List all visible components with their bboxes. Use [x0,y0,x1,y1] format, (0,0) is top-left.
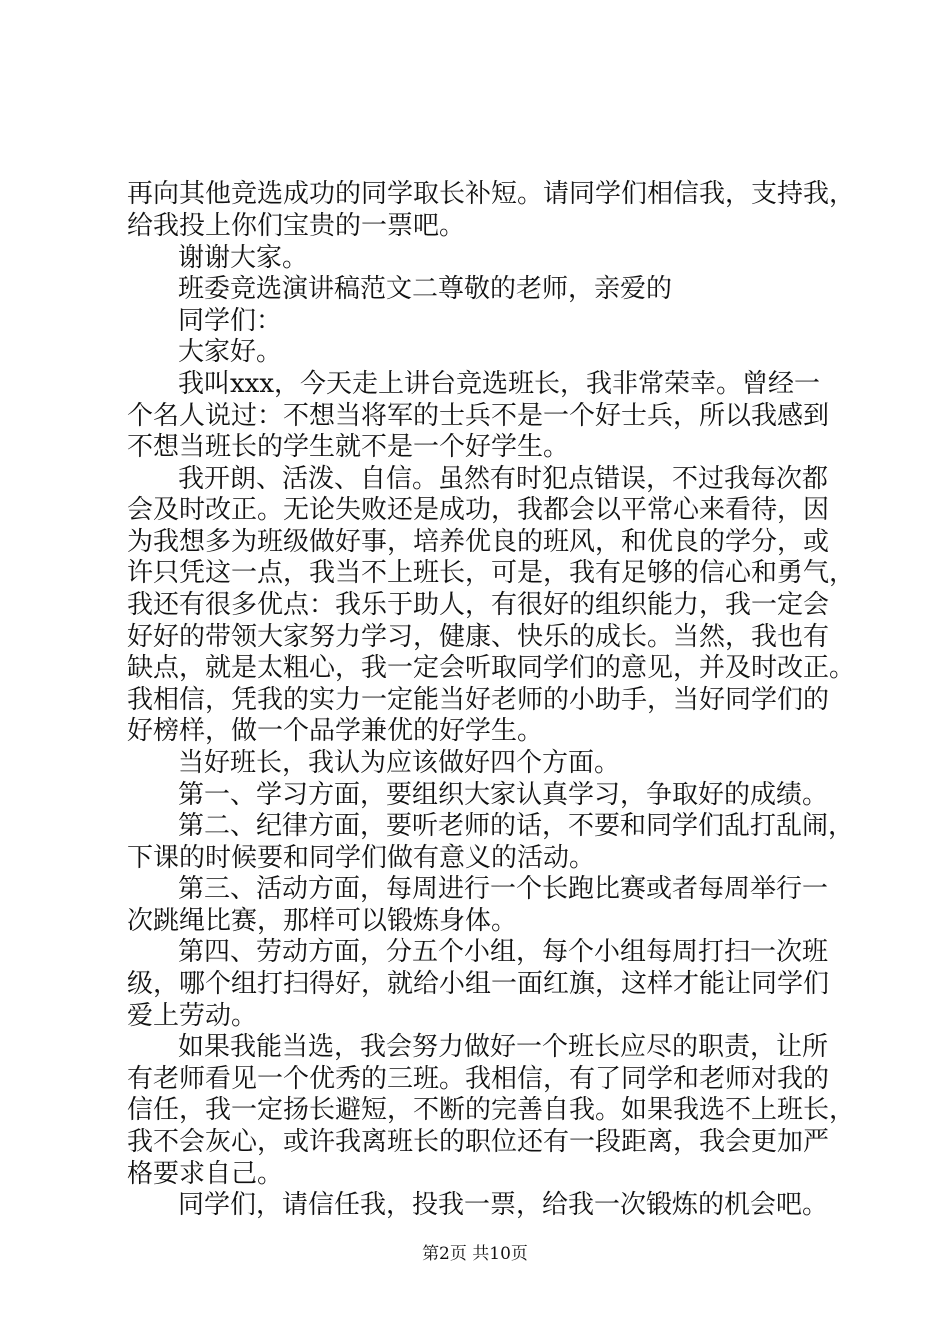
text-line: 我相信，凭我的实力一定能当好老师的小助手，当好同学们的 [127,685,830,715]
text-line: 不想当班长的学生就不是一个好学生。 [127,432,570,462]
text-line: 爱上劳动。 [127,1001,258,1031]
text-line: 我还有很多优点：我乐于助人，有很好的组织能力，我一定会 [127,590,830,620]
text-line: 给我投上你们宝贵的一票吧。 [127,211,466,241]
text-line: 次跳绳比赛，那样可以锻炼身体。 [127,906,518,936]
text-line: 我不会灰心，或许我离班长的职位还有一段距离，我会更加严 [127,1127,830,1157]
text-line: 信任，我一定扬长避短，不断的完善自我。如果我选不上班长， [127,1095,856,1125]
text-line: 大家好。 [178,337,283,367]
text-line: 第一、学习方面，要组织大家认真学习，争取好的成绩。 [178,780,829,810]
text-line: 再向其他竞选成功的同学取长补短。请同学们相信我，支持我， [127,179,856,209]
text-line: 会及时改正。无论失败还是成功，我都会以平常心来看待，因 [127,495,830,525]
text-line: 我开朗、活泼、自信。虽然有时犯点错误，不过我每次都 [178,464,829,494]
text-line: 第四、劳动方面，分五个小组，每个小组每周打扫一次班 [178,937,829,967]
text-line: 缺点，就是太粗心，我一定会听取同学们的意见，并及时改正。 [127,653,856,683]
text-line: 同学们： [178,306,283,336]
text-line: 许只凭这一点，我当不上班长，可是，我有足够的信心和勇气， [127,558,856,588]
page-number-footer: 第2页 共10页 [422,1244,528,1264]
text-line: 当好班长，我认为应该做好四个方面。 [178,748,621,778]
text-line: 第三、活动方面，每周进行一个长跑比赛或者每周举行一 [178,874,829,904]
text-line: 谢谢大家。 [178,243,309,273]
text-line: 我叫xxx，今天走上讲台竞选班长，我非常荣幸。曾经一 [178,369,820,399]
text-line: 级，哪个组打扫得好，就给小组一面红旗，这样才能让同学们 [127,969,830,999]
text-line: 好好的带领大家努力学习，健康、快乐的成长。当然，我也有 [127,622,830,652]
text-line: 好榜样，做一个品学兼优的好学生。 [127,716,544,746]
text-line: 有老师看见一个优秀的三班。我相信，有了同学和老师对我的 [127,1064,830,1094]
text-line: 第二、纪律方面，要听老师的话，不要和同学们乱打乱闹， [178,811,855,841]
text-line: 班委竞选演讲稿范文二尊敬的老师，亲爱的 [178,274,673,304]
text-line: 个名人说过：不想当将军的士兵不是一个好士兵，所以我感到 [127,401,830,431]
text-line: 下课的时候要和同学们做有意义的活动。 [127,843,596,873]
text-line: 为我想多为班级做好事，培养优良的班风，和优良的学分，或 [127,527,830,557]
text-line: 格要求自己。 [127,1159,284,1189]
text-line: 同学们，请信任我，投我一票，给我一次锻炼的机会吧。 [178,1190,829,1220]
text-line: 如果我能当选，我会努力做好一个班长应尽的职责，让所 [178,1032,829,1062]
